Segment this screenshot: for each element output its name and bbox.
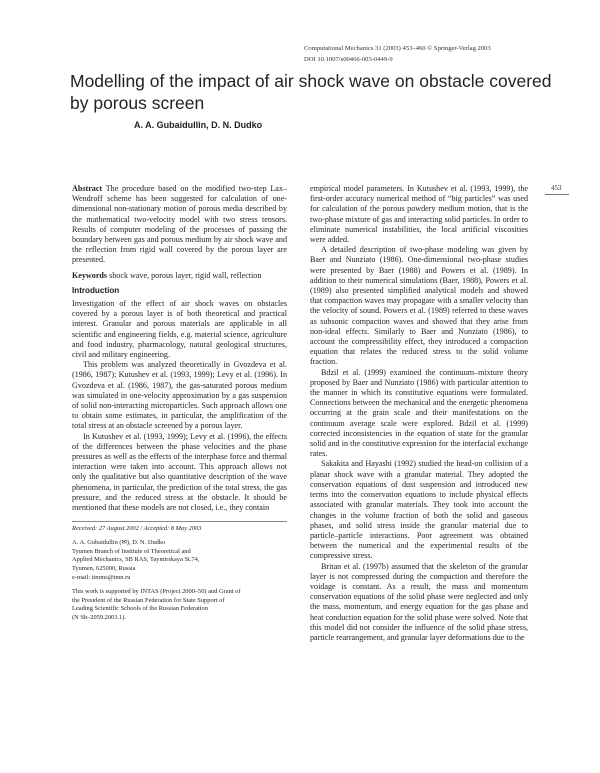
intro-paragraph: In Kutushev et al. (1993, 1999); Levy et al. (1996), the effects of the differences between the phase velocities and the phase pressures as well as the effects of the interphase force and thermal interaction were taken into account. This approach allows not only the qualitative but also quantitative description of the wave phenomena, in particular, the prediction of the total stress, the gas pressure, and the reduced stress at the obstacle. It should be mentioned that these models are not closed, i.e., they contain	[72, 431, 287, 513]
abstract	[72, 184, 287, 266]
body-paragraph: empirical model parameters. In Kutushev et al. (1993, 1999), the first-order accuracy numerical method of “big particles” was used for calculation of the porous powdery medium motion, that is the two-phase mixture of gas and interacting solid particles. In order to eliminate numerical instabilities, the local artificial viscosities were added.	[310, 184, 528, 245]
journal-citation: Computational Mechanics 31 (2003) 453–460 © Springer-Verlag 2003	[304, 45, 491, 52]
address-line: Applied Mechanics, SB RAS, Taymirskaya St.74,	[72, 556, 200, 564]
author-email: e-mail: timms@tmn.ru	[72, 573, 131, 581]
paper-authors: A. A. Gubaidullin, D. N. Dudko	[134, 120, 263, 130]
funding-line: Leading Scientific Schools of the Russian Federation	[72, 605, 208, 613]
address-line: A. A. Gubaidullin (✉), D. N. Dudko	[72, 539, 166, 547]
title-line: Modelling of the impact of air shock wave on obstacle covered	[70, 71, 552, 91]
author-address	[72, 539, 287, 582]
body-paragraph: A detailed description of two-phase modeling was given by Baer and Nunziato (1986). One-dimensional two-phase studies were presented by Baer (1988) and Powers et al. (1989). In addition to their numerical simulations (Baer, 1988), Powers et al. (1989) also presented simplified analytical models and showed that compaction waves may propagate with a smaller velocity than the velocity of sound. Powers et al. (1989) referred to these waves as subsonic compaction waves and showed that they arise from non-ideal effects. Similarly to Baer and Nunziato (1986), to account the compressibility effect, they introduced a compaction equation that relates the reduced stress to the solid volume fraction.	[310, 245, 528, 367]
keywords	[72, 271, 287, 281]
address-line: Tyumen, 625000, Russia	[72, 565, 136, 573]
funding-line: (N Sh–2059.2003.1).	[72, 614, 126, 622]
introduction-heading: Introduction	[72, 285, 120, 295]
funding-note	[72, 588, 287, 622]
body-paragraph: Bdzil et al. (1999) examined the continuum–mixture theory proposed by Baer and Nunziato (1986) with particular attention to the manner in which its constitutive equations were formulated. Connections between the mechanical and the energetic phenomena occurring at the grain scale and their manifestations on the continuum average scale were explored. Bdzil et al. (1999) corrected inconsistencies in the equation of state for the granular solid and in the constitutive expression for the interfacial exchange rates.	[310, 367, 528, 459]
page-number: 453	[551, 184, 562, 192]
journal-doi: DOI 10.1007/s00466-003-0449-9	[304, 55, 393, 63]
abstract-text: The procedure based on the modified two-step Lax–Wendroff scheme has been suggested for calculation of one-dimensional non-stationary motion of porous media described by the mathematical two-velocity model with two stress tensors. Results of computer modeling of the processes of passing the boundary between gas and porous medium by air shock wave and the reflection from rigid wall covered by the porous layer are presented.	[72, 184, 287, 265]
intro-paragraph: This problem was analyzed theoretically in Gvozdeva et al. (1986, 1987); Kutushev et al. (1993, 1999); Levy et al. (1996). In Gvozdeva et al. (1986, 1987), the gas-saturated porous medium was simulated in one-velocity approximation by a gas suspension of solid non-interacting microparticles. Such approach allows one to obtain some estimates, in particular, the amplification of the total stress at an obstacle screened by a porous layer.	[72, 360, 287, 431]
intro-paragraph: Investigation of the effect of air shock waves on obstacles covered by a porous layer is of both theoretical and practical interest. Granular and porous materials are applicable in all scientific and engineering fields, e.g. material science, agriculture and food industry, pharmacology, natural geological structures, civil and military engineering.	[72, 299, 287, 360]
funding-line: This work is supported by INTAS (Project 2000–50) and Grant of	[72, 588, 241, 596]
abstract-label: Abstract	[72, 184, 103, 193]
paper-title	[70, 70, 550, 114]
title-line: by porous screen	[70, 93, 205, 113]
funding-line: the President of the Russian Federation for State Support of	[72, 596, 225, 604]
left-column	[72, 184, 287, 623]
received-dates: Received: 27 August 2002 / Accepted: 8 May 2003	[72, 521, 287, 533]
page-number-rule	[545, 194, 569, 195]
journal-header	[304, 44, 574, 65]
keywords-label: Keywords	[72, 270, 108, 280]
right-column	[310, 184, 528, 643]
body-paragraph: Sakakita and Hayashi (1992) studied the head-on collision of a planar shock wave with a granular material. They adopted the conservation equations of dust suspension and introduced new terms into the conservation equations to include physical effects associated with granular materials. They took into account the changes in the volume fraction of both the solid and gaseous phases, and solid stress inside the granular material due to particle–particle interactions. Poor agreement was obtained between the numerical and the experimental results of the compressive stress.	[310, 459, 528, 561]
body-paragraph: Britan et al. (1997b) assumed that the skeleton of the granular layer is not compressed during the compaction and therefore the voidage is constant. As a result, the mass and momentum conservation equations of the solid phase were neglected and only the mass, momentum, and energy equation for the gas phase and heat conduction equation for the solid phase were solved. Note that this model did not consider the influence of the solid phase stress, particle rearrangement, and granular layer deformations due to the	[310, 561, 528, 642]
keywords-text: shock wave, porous layer, rigid wall, reflection	[109, 270, 262, 280]
address-line: Tyumen Branch of Institute of Theoretical and	[72, 547, 191, 555]
